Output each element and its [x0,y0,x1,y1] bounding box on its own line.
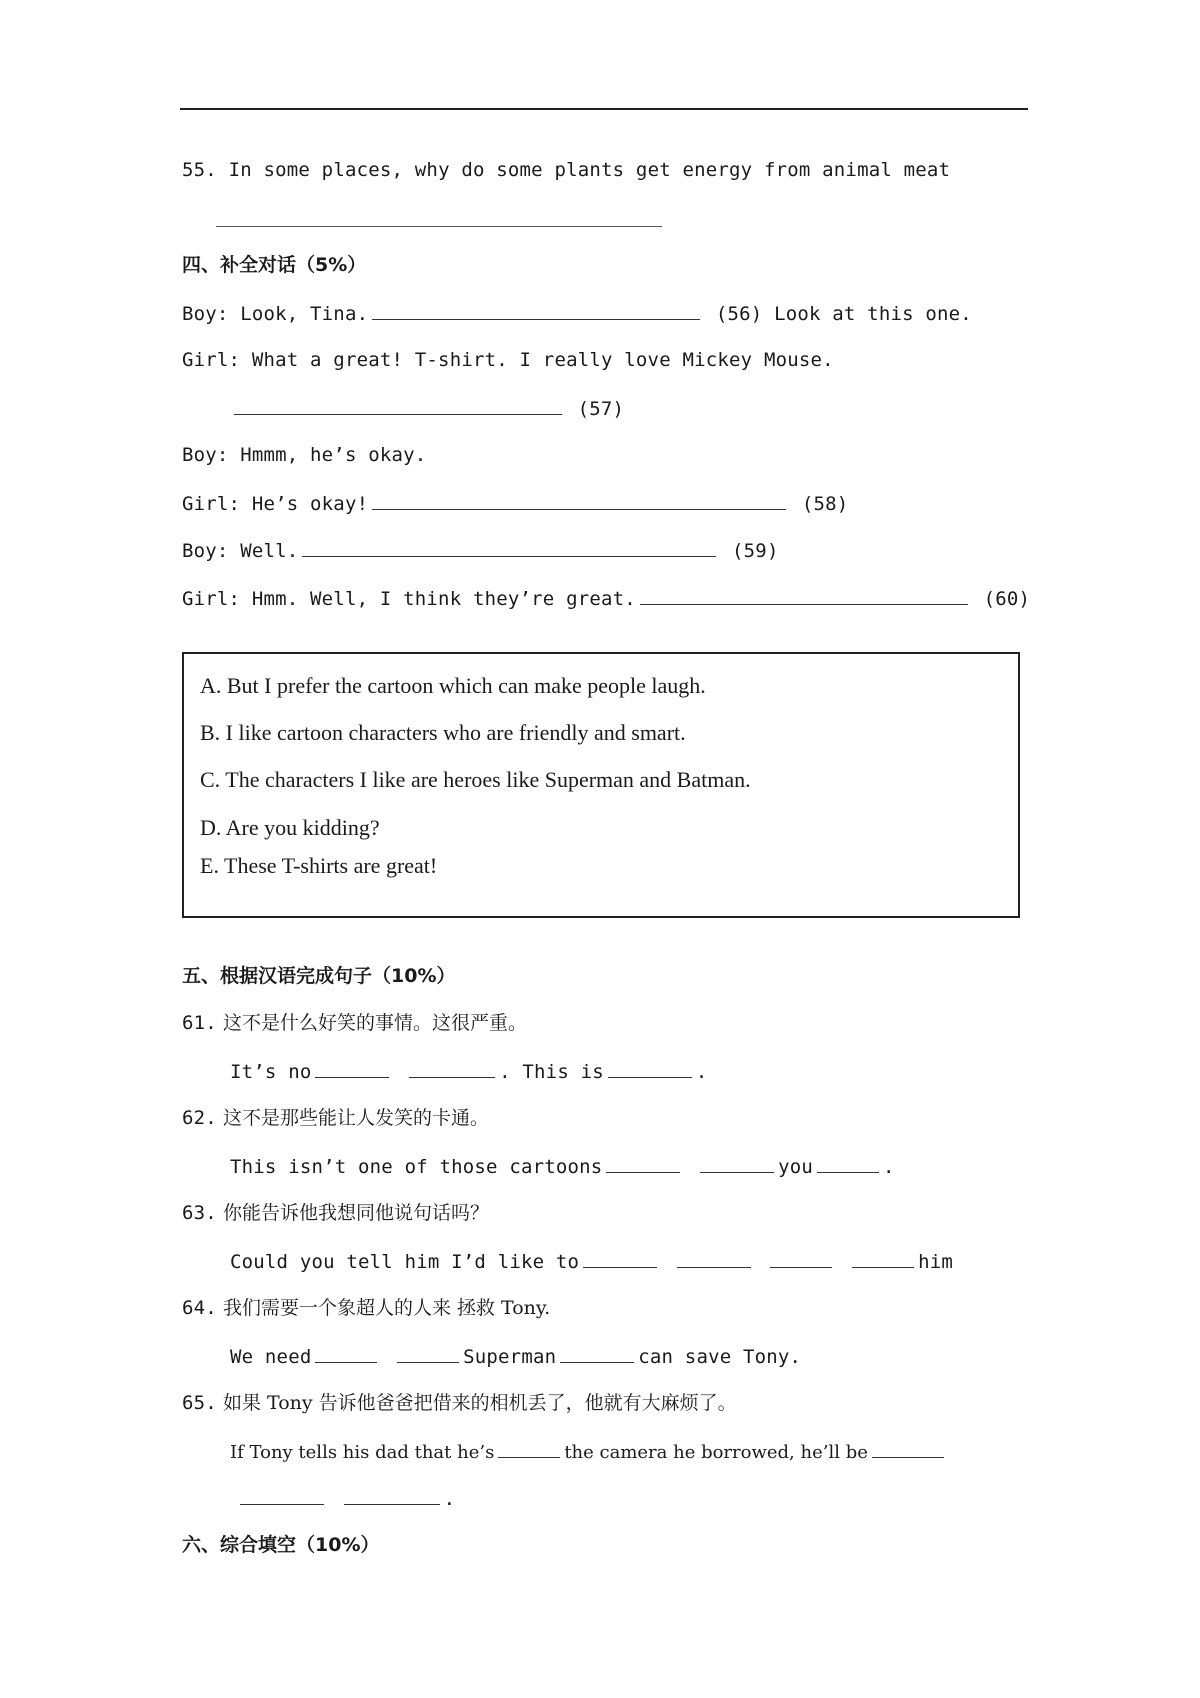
blank-61-2[interactable] [409,1059,495,1078]
option-b: B. I like cartoon characters who are friendly and smart. [200,720,686,745]
blank-64-3[interactable] [560,1344,634,1363]
blank-65-1[interactable] [498,1439,560,1458]
blank-65-3[interactable] [240,1486,324,1505]
option-c: C. The characters I like are heroes like Superman and Batman. [200,767,751,792]
blank-65-4[interactable] [344,1486,440,1505]
answer-65-continued: . [240,1486,455,1511]
dialogue-line-60: Girl: Hmm. Well, I think they’re great. (60) [182,588,1031,610]
blank-63-4[interactable] [852,1249,914,1268]
blank-65-2[interactable] [872,1439,944,1458]
question-65: 65. 如果 Tony 告诉他爸爸把借来的相机丢了，他就有大麻烦了。 [182,1392,737,1414]
blank-61-1[interactable] [315,1059,389,1078]
blank-56[interactable] [372,301,700,320]
dialogue-line-59: Boy: Well. (59) [182,540,779,562]
question-63: 63. 你能告诉他我想同他说句话吗？ [182,1202,489,1224]
dialogue-line-58: Girl: He’s okay! (58) [182,493,849,515]
blank-63-2[interactable] [677,1249,751,1268]
blank-59[interactable] [302,538,716,557]
dialogue-line-boy-2: Boy: Hmmm, he’s okay. [182,444,427,466]
question-61: 61. 这不是什么好笑的事情。这很严重。 [182,1012,527,1034]
blank-63-1[interactable] [583,1249,657,1268]
section-heading-4: 四、补全对话（5%） [182,254,367,276]
answer-line-55[interactable] [216,226,662,227]
answer-63: Could you tell him I’d like to him [230,1251,954,1273]
answer-62: This isn’t one of those cartoons you . [230,1156,895,1178]
blank-62-3[interactable] [817,1154,879,1173]
option-e: E. These T-shirts are great! [200,853,438,878]
question-64: 64. 我们需要一个象超人的人来 拯救 Tony. [182,1297,551,1319]
blank-64-2[interactable] [397,1344,459,1363]
blank-57[interactable] [234,396,562,415]
blank-63-3[interactable] [770,1249,832,1268]
blank-62-1[interactable] [606,1154,680,1173]
option-a: A. But I prefer the cartoon which can make people laugh. [200,673,706,698]
blank-62-2[interactable] [700,1154,774,1173]
blank-60[interactable] [640,586,968,605]
section-heading-5: 五、根据汉语完成句子（10%） [182,965,456,987]
question-55: 55. In some places, why do some plants get energy from animal meat [182,159,951,181]
answer-65: If Tony tells his dad that he’s the camera he borrowed, he’ll be [230,1439,948,1465]
question-62: 62. 这不是那些能让人发笑的卡通。 [182,1107,489,1129]
dialogue-line-56: Boy: Look, Tina. (56) Look at this one. [182,303,972,325]
section-heading-6: 六、综合填空（10%） [182,1534,380,1556]
answer-61: It’s no . This is . [230,1061,708,1083]
answer-64: We need Superman can save Tony. [230,1346,802,1368]
dialogue-line-girl-1: Girl: What a great! T-shirt. I really love Mickey Mouse. [182,349,834,371]
blank-64-1[interactable] [315,1344,377,1363]
top-rule [180,108,1028,110]
blank-61-3[interactable] [608,1059,692,1078]
dialogue-line-57: (57) [234,396,624,421]
blank-58[interactable] [372,491,786,510]
option-d: D. Are you kidding? [200,815,380,840]
options-box [182,652,1020,918]
